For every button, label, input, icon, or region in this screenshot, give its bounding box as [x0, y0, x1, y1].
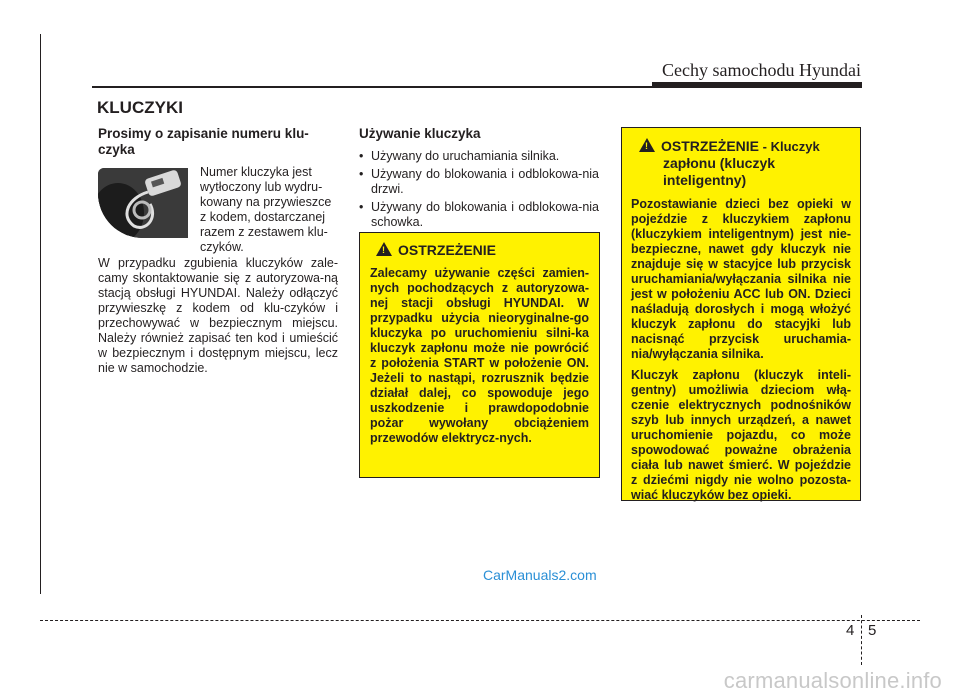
usage-list	[359, 149, 599, 233]
key-tag-icon	[98, 168, 188, 238]
warning-body: Zalecamy używanie części zamien-nych pochodzących z autoryzowa-nej stacji obsługi HYUNDAI. W przypadku użycia nieoryginalne-go kluczyka po uruchomieniu silni-ka kluczyk zapłonu może nie powrócić z położenia START w położenie ON. Jeżeli to nastąpi, rozrusznik będzie działał dalej, co spowoduje jego uszkodzenie i prawdopodobnie pożar wywołany obciążeniem przewodów elektrycz-nych.	[370, 266, 589, 445]
warning-box-parts	[359, 232, 600, 478]
chapter-number: 4	[846, 622, 855, 639]
warning-body-1: Pozostawianie dzieci bez opieki w pojeździe z kluczykiem zapłonu (kluczykiem inteligentnym) jest nie-bezpieczne, nawet gdy kluczyk nie znajduje się w stacyjce lub przycisk uruchamiania/wyłączania silnika nie jest w położeniu ACC lub ON. Dzieci naśladują dorosłych i mogą włożyć kluczyk zapłonu do stacyjki lub nacisnąć przycisk uruchamia-nia/wyłączania silnika.	[631, 197, 851, 361]
section-title: KLUCZYKI	[97, 98, 183, 117]
watermark: carmanualsonline.info	[723, 668, 942, 693]
left-margin-rule	[40, 34, 41, 594]
list-item: • Używany do blokowania i odblokowa-nia schowka.	[359, 200, 599, 230]
col1-heading: Prosimy o zapisanie numeru klu- czyka	[98, 126, 309, 157]
key-tag-image	[98, 168, 188, 238]
carmanuals-link[interactable]: CarManuals2.com	[483, 567, 597, 583]
warning-title: ! OSTRZEŻENIE	[376, 242, 589, 259]
warning-triangle-icon: !	[376, 242, 392, 256]
list-item: • Używany do uruchamiania silnika.	[359, 149, 599, 164]
warning-body-2: Kluczyk zapłonu (kluczyk inteli-gentny) umożliwia dzieciom włą-czenie elektrycznych podnośników szyb lub innych urządzeń, a nawet uruchomienie pojazdu, co może spowodować poważne obrażenia ciała lub nawet śmierć. W pojeździe z dziećmi nigdy nie wolno pozosta-wiać kluczyków bez opieki.	[631, 368, 851, 502]
warning-box-smart-key	[621, 127, 861, 501]
col1-paragraph: W przypadku zgubienia kluczyków zale-camy skontaktowanie się z autoryzowa-ną stacją obsługi HYUNDAI. Należy odłączyć przywieszkę z kodem od klu-czyków i przechowywać w bezpiecznym miejscu. Należy również zapisać ten kod i umieścić w bezpiecznym i dostępnym miejscu, lecz nie w samochodzie.	[98, 256, 338, 375]
warning-triangle-icon: !	[639, 138, 655, 152]
header-rule-accent	[652, 82, 862, 88]
list-item: • Używany do blokowania i odblokowa-nia drzwi.	[359, 167, 599, 197]
col2-heading: Używanie kluczyka	[359, 126, 481, 141]
footer-dashed-rule	[40, 620, 920, 621]
header-title: Cechy samochodu Hyundai	[662, 60, 861, 80]
warning-title-smart-key: ! OSTRZEŻENIE - Kluczyk zapłonu (kluczyk inteligentny)	[639, 138, 851, 189]
col1-intro: Numer kluczyka jest wytłoczony lub wydru- kowany na przywieszce z kodem, dostarczanej razem z zestawem klu- czyków.	[200, 165, 332, 254]
page-number: 5	[868, 622, 877, 639]
page-separator	[861, 615, 862, 665]
